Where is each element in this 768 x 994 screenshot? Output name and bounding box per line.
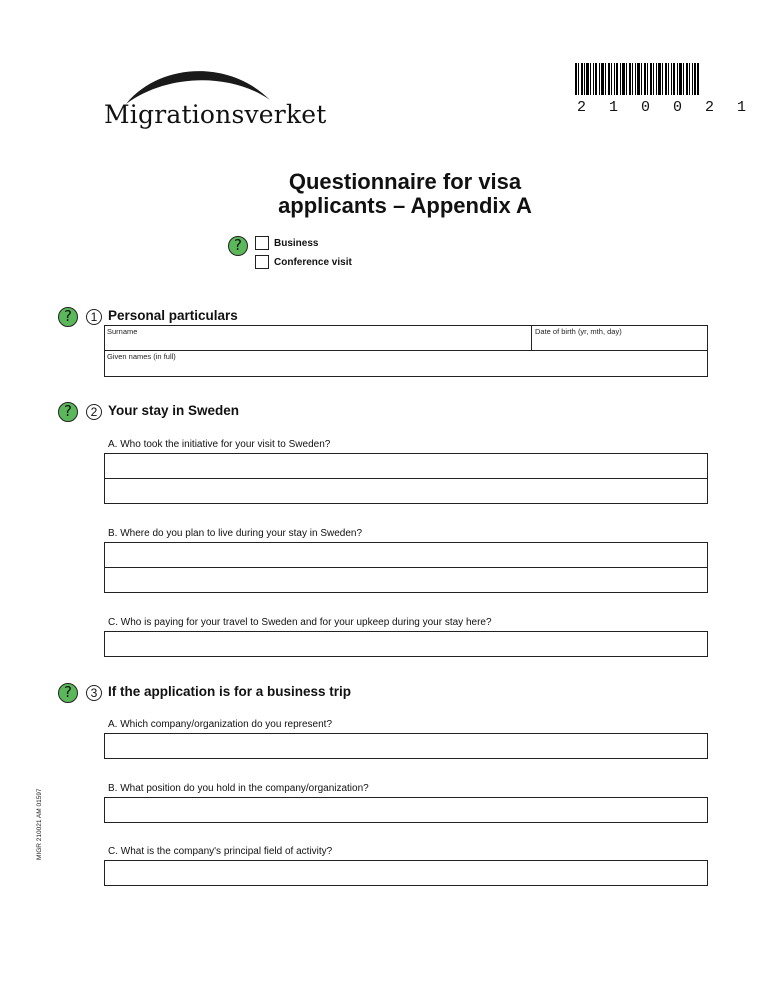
title-line-1: Questionnaire for visa	[288, 169, 522, 194]
form-number: 2 1 0 0 2 1	[577, 99, 754, 116]
answer-3c-field[interactable]	[104, 860, 708, 886]
divider	[531, 325, 532, 351]
answer-3a-field[interactable]	[104, 733, 708, 759]
page-title	[200, 170, 610, 218]
question-3c: C. What is the company's principal field of activity?	[108, 846, 333, 857]
side-form-code: MIGR 210021 AM 01597	[36, 788, 43, 860]
section-3-number: 3	[86, 685, 102, 701]
business-label: Business	[274, 238, 319, 249]
business-checkbox[interactable]	[255, 236, 269, 250]
conference-visit-label: Conference visit	[274, 257, 352, 268]
question-2b: B. Where do you plan to live during your stay in Sweden?	[108, 528, 363, 539]
dob-field[interactable]	[533, 336, 706, 349]
title-line-2: applicants – Appendix A	[278, 193, 532, 218]
question-mark-icon[interactable]: ?	[58, 307, 78, 327]
dob-label: Date of birth (yr, mth, day)	[535, 327, 622, 336]
barcode-icon	[575, 63, 699, 95]
section-2-number: 2	[86, 404, 102, 420]
answer-3b-field[interactable]	[104, 797, 708, 823]
question-3b: B. What position do you hold in the company/organization?	[108, 783, 369, 794]
section-2-title: Your stay in Sweden	[108, 403, 240, 418]
logo-text: Migrationsverket	[104, 100, 327, 129]
divider	[104, 350, 708, 351]
conference-visit-checkbox[interactable]	[255, 255, 269, 269]
surname-field[interactable]	[106, 336, 529, 349]
question-2c: C. Who is paying for your travel to Sweden and for your upkeep during your stay here?	[108, 617, 492, 628]
given-names-field[interactable]	[106, 362, 706, 375]
answer-2c-field[interactable]	[104, 631, 708, 657]
surname-label: Surname	[107, 327, 138, 336]
question-mark-icon[interactable]: ?	[58, 683, 78, 703]
question-mark-icon[interactable]: ?	[228, 236, 248, 256]
section-3-title: If the application is for a business trip	[108, 684, 352, 699]
given-names-label: Given names (in full)	[107, 352, 176, 361]
question-mark-icon[interactable]: ?	[58, 402, 78, 422]
section-1-number: 1	[86, 309, 102, 325]
question-2a: A. Who took the initiative for your visit to Sweden?	[108, 439, 331, 450]
divider	[104, 567, 708, 568]
question-3a: A. Which company/organization do you represent?	[108, 719, 333, 730]
divider	[104, 478, 708, 479]
section-1-title: Personal particulars	[108, 308, 238, 323]
